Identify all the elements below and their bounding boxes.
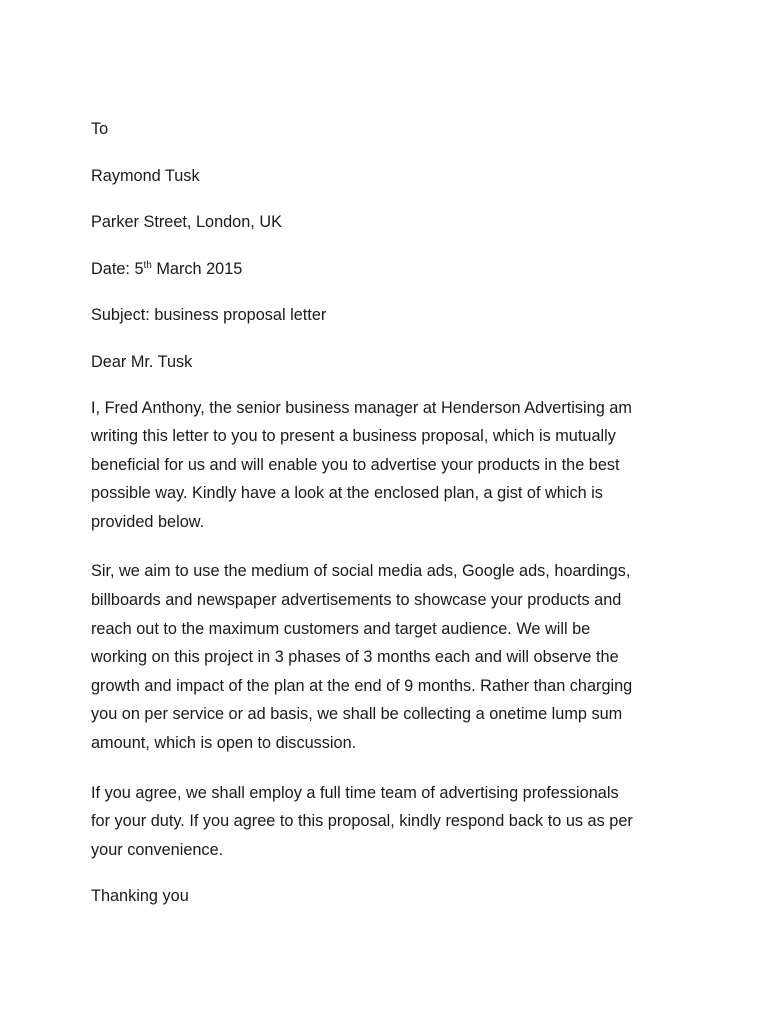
paragraph-line: you on per service or ad basis, we shall be collecting a onetime lump sum <box>91 705 623 724</box>
paragraph-line: growth and impact of the plan at the end of 9 months. Rather than charging <box>91 676 633 695</box>
letter-page <box>91 118 691 907</box>
paragraph-line: possible way. Kindly have a look at the enclosed plan, a gist of which is <box>91 484 603 503</box>
date-month-year: March 2015 <box>151 259 243 278</box>
recipient-name: Raymond Tusk <box>91 166 200 185</box>
date-prefix: Date: 5 <box>91 259 144 278</box>
paragraph-line: I, Fred Anthony, the senior business manager at Henderson Advertising am <box>91 398 632 417</box>
salutation: Dear Mr. Tusk <box>91 352 193 371</box>
to-line: To <box>91 120 109 138</box>
date-ordinal: th <box>143 259 152 271</box>
date-line <box>91 258 691 280</box>
paragraph-line: provided below. <box>91 512 205 531</box>
paragraph-line: If you agree, we shall employ a full time team of advertising professionals <box>91 783 619 802</box>
paragraph-line: your convenience. <box>91 840 224 859</box>
paragraph-line: for your duty. If you agree to this proposal, kindly respond back to us as per <box>91 812 633 831</box>
paragraph-intro <box>91 394 691 537</box>
recipient-address: Parker Street, London, UK <box>91 213 282 231</box>
paragraph-line: amount, which is open to discussion. <box>91 734 357 753</box>
paragraph-line: billboards and newspaper advertisements to showcase your products and <box>91 591 622 610</box>
paragraph-agreement <box>91 779 691 865</box>
paragraph-line: reach out to the maximum customers and target audience. We will be <box>91 619 591 638</box>
paragraph-plan <box>91 557 691 757</box>
subject-line: Subject: business proposal letter <box>91 306 327 324</box>
paragraph-line: working on this project in 3 phases of 3 months each and will observe the <box>91 648 619 667</box>
paragraph-line: Sir, we aim to use the medium of social media ads, Google ads, hoardings, <box>91 562 631 581</box>
paragraph-line: writing this letter to you to present a business proposal, which is mutually <box>91 427 616 446</box>
closing-line: Thanking you <box>91 887 189 906</box>
paragraph-line: beneficial for us and will enable you to advertise your products in the best <box>91 455 620 474</box>
